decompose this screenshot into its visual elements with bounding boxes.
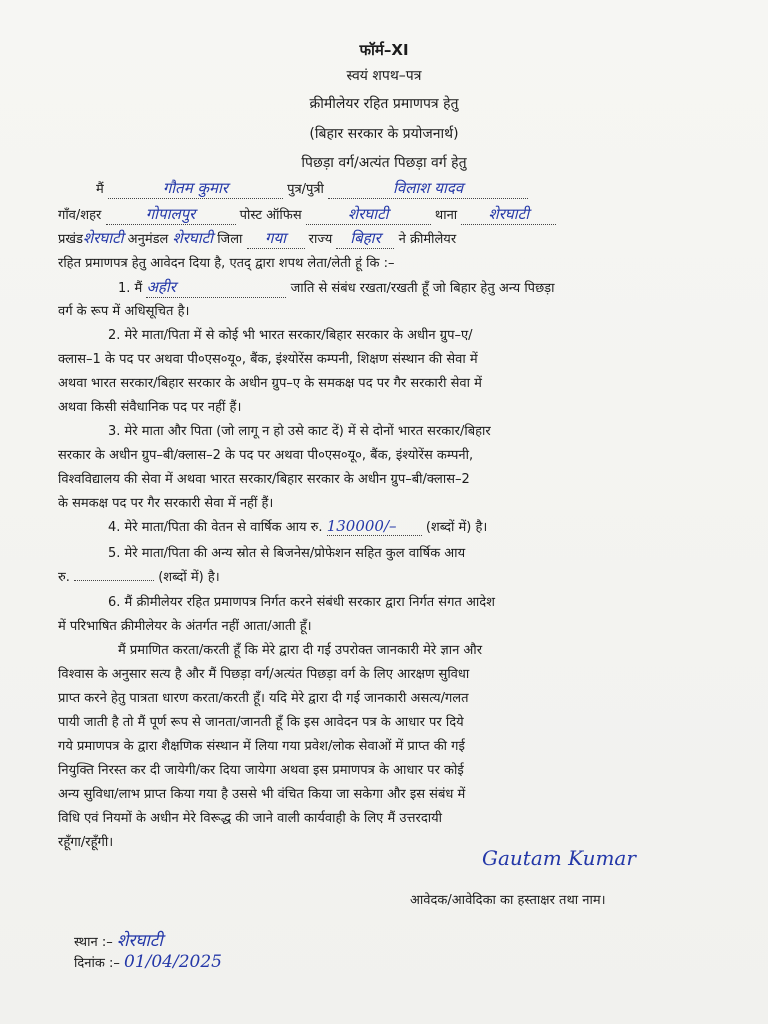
applicant-name-field	[108, 178, 283, 199]
block-name: शेरघाटी	[83, 229, 124, 247]
intro-line-1	[96, 178, 528, 199]
declaration-line-2: विश्वास के अनुसार सत्य है और मैं पिछड़ा वर्ग/अत्यंत पिछड़ा वर्ग के लिए आरक्षण सुविधा	[58, 667, 470, 682]
intro-line-4: रहित प्रमाणपत्र हेतु आवेदन दिया है, एतद् द्वारा शपथ लेता/लेती हूं कि :–	[58, 256, 395, 271]
declaration-line-9: रहूँगा/रहूँगी।	[58, 835, 114, 850]
purpose-line: क्रीमीलेयर रहित प्रमाणपत्र हेतु	[309, 96, 459, 112]
district-field	[247, 228, 305, 249]
point-6-line-2: में परिभाषित क्रीमीलेयर के अंतर्गत नहीं आता/आती हूँ।	[58, 619, 312, 634]
declaration-line-6: नियुक्ति निरस्त कर दी जायेगी/कर दिया जायेगा अथवा इस प्रमाणपत्र के आधार पर कोई	[58, 763, 464, 778]
village-name: गोपालपुर	[145, 205, 196, 223]
point-2-line-3: अथवा भारत सरकार/बिहार सरकार के अधीन ग्रुप–ए के समकक्ष पद पर गैर सरकारी सेवा में	[58, 376, 482, 391]
applicant-signature: Gautam Kumar	[482, 846, 636, 870]
post-office-name: शेरघाटी	[348, 205, 389, 223]
intro-line-2	[58, 204, 556, 225]
govt-line: (बिहार सरकार के प्रयोजनार्थ)	[309, 126, 459, 142]
declaration-line-1: मैं प्रमाणित करता/करती हूँ कि मेरे द्वारा दी गई उपरोक्त जानकारी मेरे ज्ञान और	[118, 643, 483, 658]
declaration-line-4: पायी जाती है तो मैं पूर्ण रूप से जानता/जानती हूँ कि इस आवेदन पत्र के आधार पर दिये	[58, 715, 464, 730]
son-of-label: पुत्र/पुत्री	[287, 182, 324, 197]
point-3-line-4: के समकक्ष पद पर गैर सरकारी सेवा में नहीं हैं।	[58, 496, 274, 511]
point-5-line-2	[58, 567, 220, 585]
point-3-line-3: विश्वविद्यालय की सेवा में अथवा भारत सरकार/बिहार सरकार के अधीन ग्रुप–बी/क्लास–2	[58, 472, 470, 487]
income-amount: 130000/–	[326, 517, 397, 535]
state-name: बिहार	[350, 229, 381, 247]
intro-line-3-end: ने क्रीमीलेयर	[398, 232, 457, 247]
point-2-line-2: क्लास–1 के पद पर अथवा पी०एस०यू०, बैंक, इंश्योरेंस कम्पनी, शिक्षण संस्थान की सेवा में	[58, 352, 478, 367]
declaration-line-3: प्राप्त करने हेतु पात्रता धारण करता/करती हूँ। यदि मेरे द्वारा दी गई जानकारी असत्य/गलत	[58, 691, 469, 706]
point-2-line-4: अथवा किसी संवैधानिक पद पर नहीं हैं।	[58, 400, 242, 415]
point-2-line-1: 2. मेरे माता/पिता में से कोई भी भारत सरकार/बिहार सरकार के अधीन ग्रुप–ए/	[108, 328, 473, 343]
document-title: स्वयं शपथ–पत्र	[346, 68, 422, 84]
point-4-line	[108, 517, 487, 536]
point-4-end: (शब्दों में) है।	[425, 520, 488, 535]
point-4-start: 4. मेरे माता/पिता की वेतन से वार्षिक आय रु.	[108, 520, 323, 535]
income-field	[327, 517, 422, 536]
state-label: राज्य	[308, 232, 333, 247]
place-line	[74, 928, 163, 951]
point-3-line-1: 3. मेरे माता और पिता (जो लागू न हो उसे काट दें) में से दोनों भारत सरकार/बिहार	[108, 424, 491, 439]
place-value: शेरघाटी	[116, 931, 163, 951]
declaration-line-7: अन्य सुविधा/लाभ प्राप्त किया गया है उससे भी वंचित किया जा सकेगा और इस संबंध में	[58, 787, 466, 802]
point-1-start: 1. मैं	[118, 281, 143, 296]
police-station-label: थाना	[434, 208, 458, 223]
police-station-name: शेरघाटी	[488, 205, 530, 223]
district-label: जिला	[217, 232, 243, 247]
point-3-line-2: सरकार के अधीन ग्रुप–बी/क्लास–2 के पद पर अथवा पी०एस०यू०, बैंक, इंश्योरेंस कम्पनी,	[58, 448, 474, 463]
signature-label: आवेदक/आवेदिका का हस्ताक्षर तथा नाम।	[410, 893, 606, 908]
subdivision-label: अनुमंडल	[127, 232, 169, 247]
subdivision-name: शेरघाटी	[172, 229, 214, 247]
police-station-field	[461, 204, 556, 225]
place-label: स्थान :–	[74, 935, 113, 950]
father-name: विलाश यादव	[393, 179, 464, 197]
district-name: गया	[265, 229, 287, 247]
date-line	[74, 952, 222, 972]
post-office-label: पोस्ट ऑफिस	[239, 208, 302, 223]
village-field	[106, 204, 236, 225]
point-5-end: (शब्दों में) है।	[158, 570, 220, 585]
point-1-line-2: वर्ग के रूप में अधिसूचित है।	[58, 304, 190, 319]
caste-field	[146, 277, 286, 298]
form-number: फॉर्म–XI	[359, 41, 409, 59]
village-label: गाँव/शहर	[58, 208, 102, 223]
declaration-line-5: गये प्रमाणपत्र के द्वारा शैक्षणिक संस्थान में लिया गया प्रवेश/लोक सेवाओं में प्राप्त की गई	[58, 739, 465, 754]
applicant-name: गौतम कुमार	[162, 179, 228, 197]
point-5-line-1: 5. मेरे माता/पिता की अन्य स्रोत से बिजनेस/प्रोफेशन सहित कुल वार्षिक आय	[108, 546, 466, 561]
other-income-field	[74, 580, 154, 581]
point-1-rest: जाति से संबंध रखता/रखती हूँ जो बिहार हेतु अन्य पिछड़ा	[290, 281, 555, 296]
point-5-rs: रु.	[58, 570, 70, 585]
intro-me: मैं	[96, 182, 104, 197]
date-value: 01/04/2025	[124, 952, 222, 972]
point-6-line-1: 6. मैं क्रीमीलेयर रहित प्रमाणपत्र निर्गत करने संबंधी सरकार द्वारा निर्गत संगत आदेश	[108, 595, 495, 610]
point-1-line-1	[118, 277, 555, 298]
father-name-field	[328, 178, 528, 199]
date-label: दिनांक :–	[74, 956, 120, 971]
post-office-field	[306, 204, 431, 225]
intro-line-3	[58, 228, 456, 249]
caste-name: अहीर	[146, 278, 176, 296]
block-label: प्रखंड	[58, 232, 83, 247]
declaration-line-8: विधि एवं नियमों के अधीन मेरे विरूद्ध की जाने वाली कार्यवाही के लिए मैं उत्तरदायी	[58, 811, 442, 826]
state-field	[336, 228, 394, 249]
category-line: पिछड़ा वर्ग/अत्यंत पिछड़ा वर्ग हेतु	[301, 155, 467, 171]
